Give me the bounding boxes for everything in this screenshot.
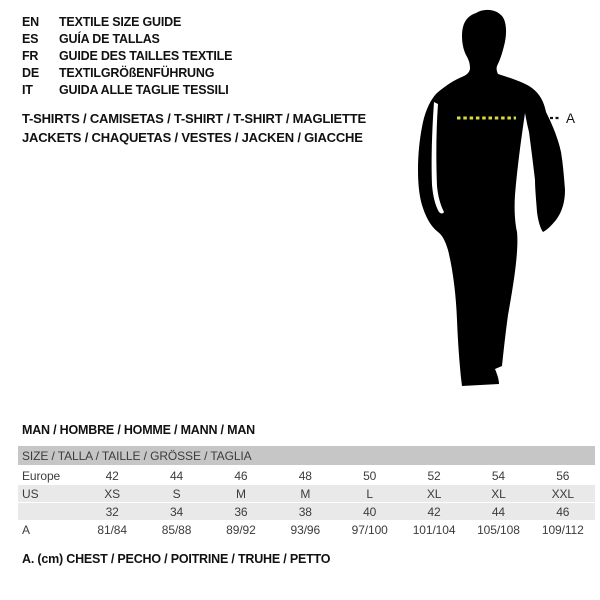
row-label: US [22, 486, 39, 501]
product-type-line-jackets: JACKETS / CHAQUETAS / VESTES / JACKEN / GIACCHE [22, 129, 363, 145]
table-cell: 52 [427, 468, 441, 483]
table-cell: M [300, 486, 311, 501]
table-cell: 81/84 [97, 522, 127, 537]
table-cell: 105/108 [477, 522, 520, 537]
row-label: Europe [22, 468, 61, 483]
measurement-footnote: A. (cm) CHEST / PECHO / POITRINE / TRUHE / PETTO [22, 552, 331, 566]
table-cell: XL [426, 486, 442, 501]
table-cell: 101/104 [412, 522, 456, 537]
table-cell: 89/92 [226, 522, 256, 537]
measurement-label-a: A [566, 111, 575, 126]
table-cell: 48 [298, 468, 312, 483]
language-label: GUÍA DE TALLAS [59, 31, 160, 46]
table-cell: 36 [234, 504, 248, 519]
table-cell: 34 [169, 504, 184, 519]
table-cell: XS [104, 486, 121, 501]
table-cell: L [366, 486, 373, 501]
language-code: ES [22, 31, 39, 46]
table-row-europe [18, 467, 595, 484]
language-label: TEXTILGRÖßENFÜHRUNG [59, 65, 215, 80]
language-row [22, 64, 232, 81]
table-cell: 40 [363, 504, 377, 519]
table-cell: M [235, 486, 246, 501]
table-cell: XL [491, 486, 506, 501]
product-types [22, 110, 366, 147]
language-code: EN [22, 14, 39, 29]
table-row-us [18, 485, 595, 502]
table-cell: 85/88 [161, 522, 192, 537]
language-code: DE [22, 65, 39, 80]
table-cell: 38 [298, 504, 312, 519]
table-cell: 56 [556, 468, 570, 483]
table-cell: 46 [556, 504, 570, 519]
section-title: MAN / HOMBRE / HOMME / MANN / MAN [22, 423, 255, 437]
language-row [22, 81, 232, 98]
product-type-line-tshirts: T-SHIRTS / CAMISETAS / T-SHIRT / T-SHIRT / MAGLIETTE [22, 111, 366, 126]
table-cell: 42 [427, 504, 441, 519]
man-silhouette-figure [400, 0, 600, 400]
row-label: A [22, 522, 30, 537]
size-table-header-label: SIZE / TALLA / TAILLE / GRÖSSE / TAGLIA [22, 448, 252, 463]
language-code: FR [22, 48, 39, 63]
table-cell: 32 [105, 504, 119, 519]
language-row [22, 30, 232, 47]
table-cell: 93/96 [290, 522, 321, 537]
table-cell: XXL [551, 486, 574, 501]
language-row [22, 13, 232, 30]
table-cell: 54 [491, 468, 506, 483]
table-cell: S [172, 486, 181, 501]
language-label: GUIDA ALLE TAGLIE TESSILI [59, 82, 229, 97]
table-cell: 97/100 [351, 522, 388, 537]
table-cell: 50 [363, 468, 377, 483]
language-guide [22, 13, 232, 98]
size-table-header [18, 446, 595, 465]
language-label: TEXTILE SIZE GUIDE [59, 14, 182, 29]
table-cell: 44 [491, 504, 506, 519]
size-table [18, 446, 595, 539]
table-cell: 44 [169, 468, 184, 483]
table-cell: 109/112 [541, 522, 584, 537]
language-label: GUIDE DES TAILLES TEXTILE [59, 48, 233, 63]
table-cell: 42 [105, 468, 119, 483]
table-cell: 46 [234, 468, 248, 483]
language-row [22, 47, 232, 64]
language-code: IT [22, 82, 33, 97]
man-silhouette [418, 10, 565, 386]
table-row-chest-a [18, 521, 595, 538]
table-row-us-numeric [18, 503, 595, 520]
